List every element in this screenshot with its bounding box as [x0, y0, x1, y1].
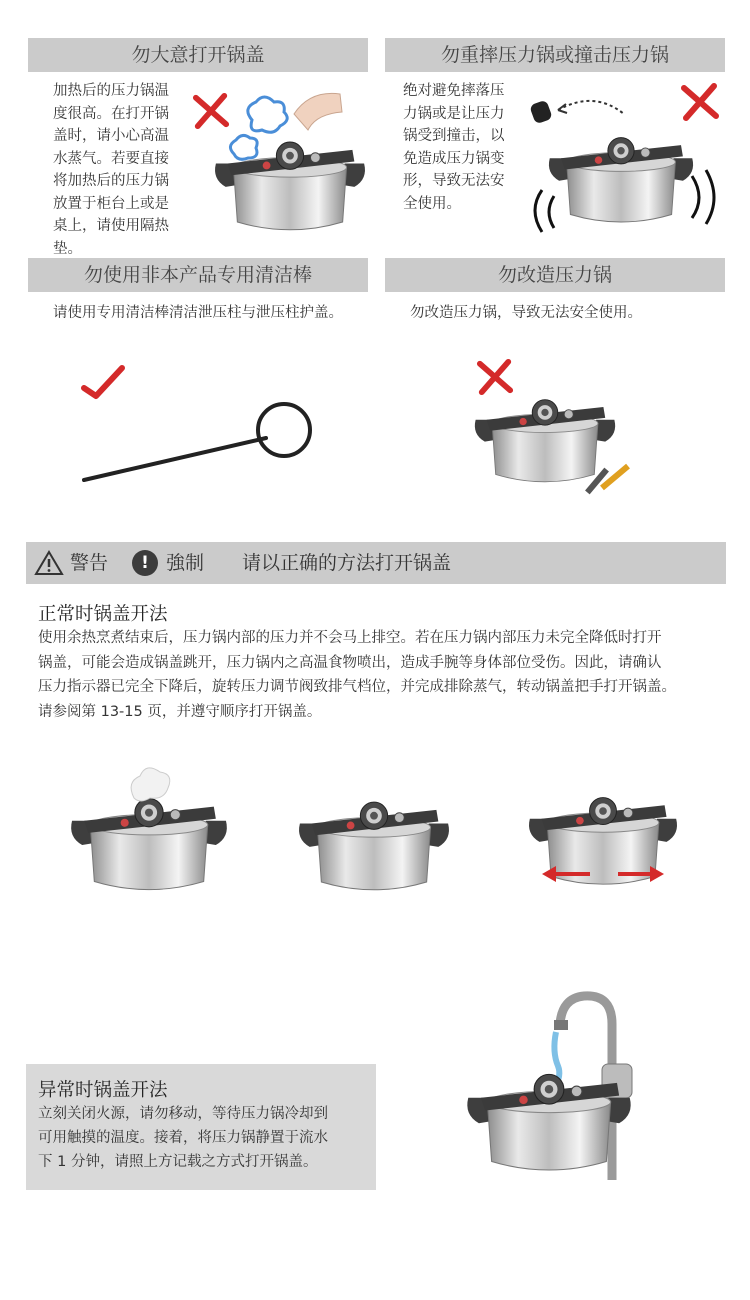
text-line: 形，导致无法安 [403, 173, 505, 189]
section-title-careless-open: 勿大意打开锅盖 [28, 38, 368, 72]
steam-icon [230, 135, 257, 159]
text-line: 盖时，请小心高温 [53, 128, 169, 144]
abnormal-open-title: 异常时锅盖开法 [38, 1080, 168, 1101]
hand-icon [294, 93, 342, 130]
step1-steam-release-illustration [64, 760, 234, 910]
text-line: 下 1 分钟，请照上方记载之方式打开锅盖。 [38, 1154, 318, 1170]
normal-open-text [38, 626, 738, 724]
text-line: 力锅或是让压力 [403, 105, 505, 122]
drop-impact-illustration [524, 80, 730, 245]
text-line: 立刻关闭火源，请勿移动，等待压力锅冷却到 [38, 1106, 328, 1122]
cooker-under-faucet-illustration [462, 984, 662, 1196]
text-line: 全使用。 [403, 195, 461, 212]
step3-lid-turn-illustration [520, 770, 685, 910]
motion-arrow-icon [558, 101, 624, 114]
no-modify-text: 勿改造压力锅，导致无法安全使用。 [410, 305, 642, 321]
check-icon [84, 368, 122, 396]
no-drop-text [403, 80, 523, 215]
mandatory-label: 強制 [166, 552, 205, 574]
warning-label: 警告 [70, 552, 109, 574]
step2-regulator-illustration [294, 770, 454, 910]
steam-icon [248, 97, 287, 132]
cleaning-rod-illustration [70, 360, 330, 490]
text-line: 可用触摸的温度。接着，将压力锅静置于流水 [38, 1130, 328, 1146]
warning-title: 请以正确的方法打开锅盖 [242, 552, 452, 574]
no-modify-illustration [470, 354, 640, 504]
text-line: 将加热后的压力锅 [53, 173, 169, 189]
text-line: 压力指示器已完全下降后，旋转压力调节阀致排气档位，并完成排除蒸气，转动锅盖把手打开锅盖。 [38, 679, 676, 695]
hot-steam-illustration [190, 84, 370, 254]
vibration-icon [535, 190, 554, 232]
text-line: 锅盖，可能会造成锅盖跳开，压力锅内之高温食物喷出，造成手腕等身体部位受伤。因此，请确认 [38, 654, 662, 671]
text-line: 桌上，请使用隔热 [53, 218, 169, 234]
text-line: 垫。 [53, 240, 82, 257]
cross-icon [196, 96, 226, 126]
text-line: 请参阅第 13-15 页，并遵守顺序打开锅盖。 [38, 703, 322, 720]
section-title-cleaning-rod: 勿使用非本产品专用清洁棒 [28, 258, 368, 292]
text-line: 使用余热烹煮结束后，压力锅内部的压力并不会马上排空。若在压力锅内部压力未完全降低时打开 [38, 630, 662, 646]
abnormal-open-box [26, 1064, 376, 1190]
careless-open-text [53, 80, 193, 260]
cleaning-rod-icon [84, 438, 266, 480]
text-line: 绝对避免摔落压 [403, 83, 505, 99]
warning-triangle-icon [34, 550, 64, 576]
text-line: 锅受到撞击，以 [403, 128, 505, 144]
mandatory-icon: ! [132, 550, 158, 576]
text-line: 水蒸气。若要直接 [53, 150, 169, 167]
abnormal-open-text [38, 1102, 378, 1174]
text-line: 放置于柜台上或是 [53, 195, 169, 212]
normal-open-title: 正常时锅盖开法 [38, 604, 168, 625]
section-title-no-drop: 勿重摔压力锅或撞击压力锅 [385, 38, 725, 72]
section-title-no-modify: 勿改造压力锅 [385, 258, 725, 292]
valve-icon [529, 100, 553, 125]
cleaning-rod-text: 请使用专用清洁棒清洁泄压柱与泄压柱护盖。 [53, 305, 343, 321]
text-line: 度很高。在打开锅 [53, 105, 169, 122]
cross-icon [480, 362, 510, 392]
vibration-icon [692, 170, 714, 224]
warning-bar [26, 542, 726, 584]
steam-icon [131, 768, 170, 801]
text-line: 免造成压力锅变 [403, 150, 505, 167]
cross-icon [684, 86, 716, 118]
text-line: 加热后的压力锅温 [53, 83, 169, 99]
